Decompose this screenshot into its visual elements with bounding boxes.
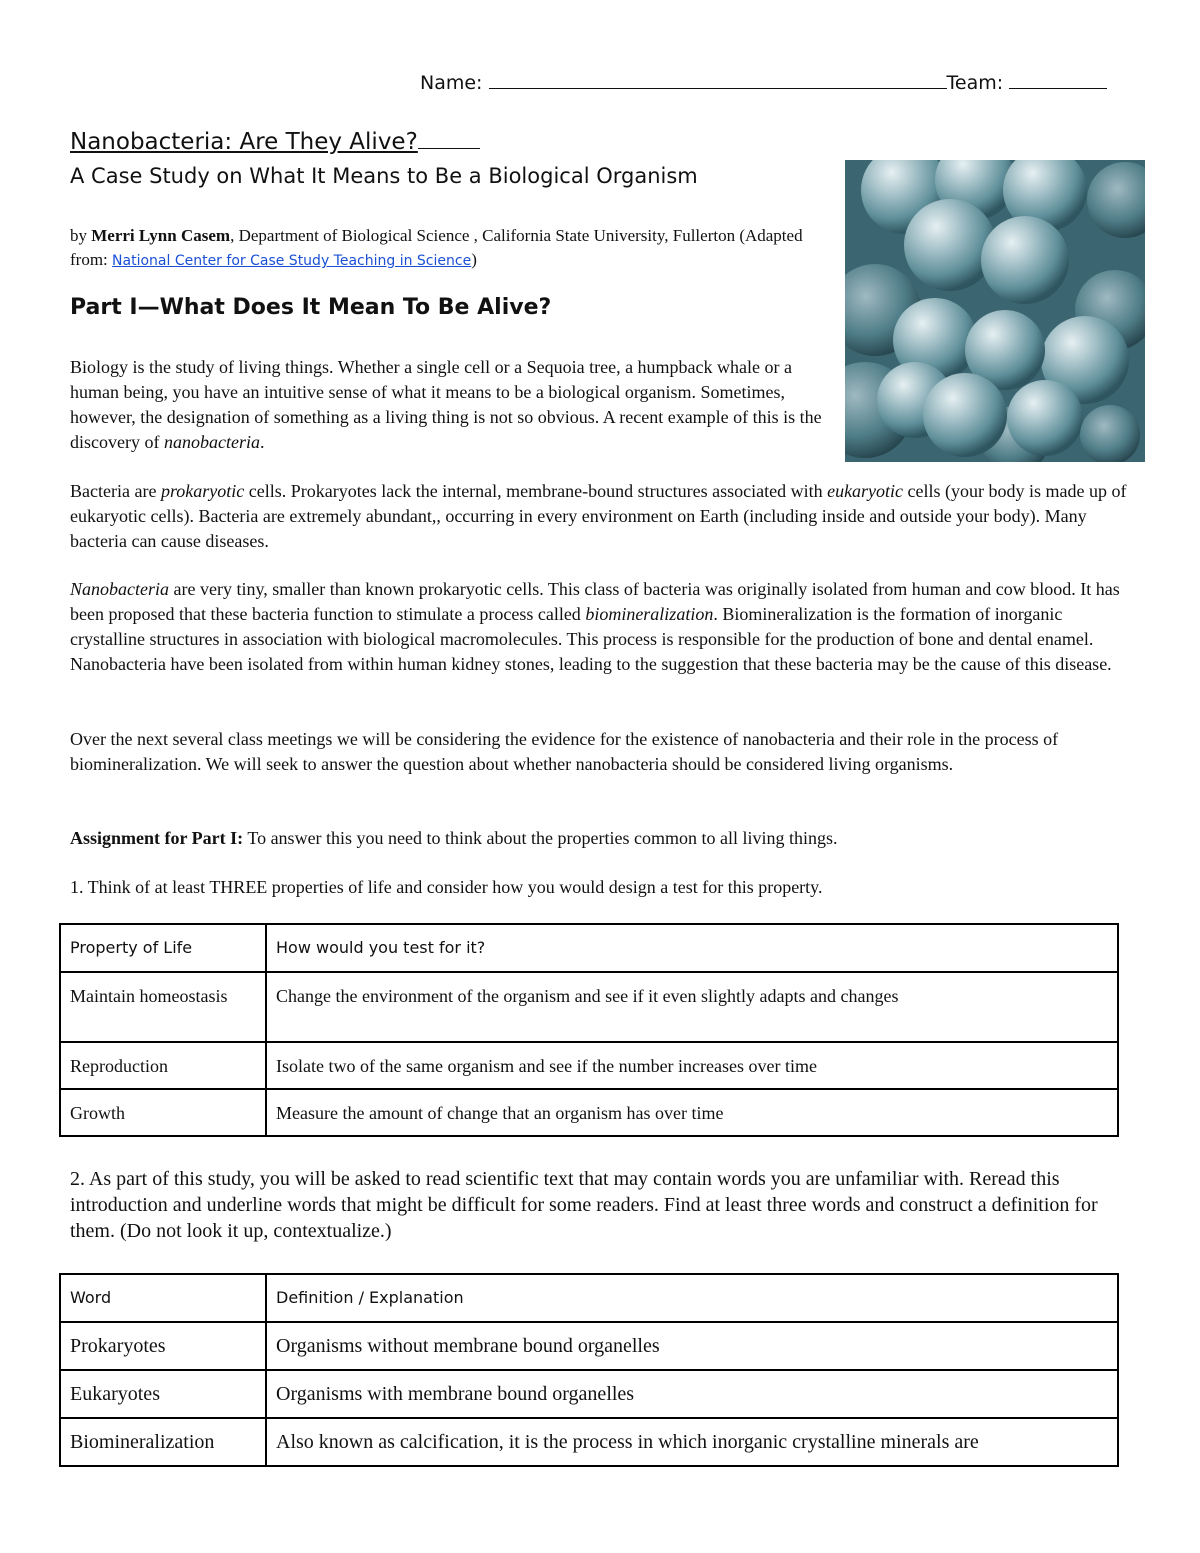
vocabulary-table xyxy=(59,1273,1119,1467)
source-link[interactable]: National Center for Case Study Teaching in Science xyxy=(112,253,472,269)
table-cell[interactable]: Biomineralization xyxy=(60,1418,266,1466)
table-cell[interactable]: Organisms with membrane bound organelles xyxy=(266,1370,1118,1418)
question-1: 1. Think of at least THREE properties of life and consider how you would design a test for this property. xyxy=(70,877,823,897)
byline xyxy=(70,224,830,273)
intro-paragraph xyxy=(70,355,822,455)
table-row xyxy=(60,1418,1118,1466)
nanobacteria-micrograph-image xyxy=(845,160,1145,462)
p1-italic: nanobacteria xyxy=(163,432,260,452)
assignment-label: Assignment for Part I: xyxy=(70,828,244,848)
p3-a: are very tiny, smaller than known prokaryotic cells. This class of bacteria was originally isolated from human and cow blood. It has been proposed that these bacteria function to stimulate a process called xyxy=(70,579,1120,624)
next-meetings-paragraph: Over the next several class meetings we will be considering the evidence for the existence of nanobacteria and their role in the process of biomineralization. We will seek to answer the question about whether nanobacteria should be considered living organisms. xyxy=(70,729,1059,774)
table-cell[interactable]: Maintain homeostasis xyxy=(60,972,266,1042)
p2-italic-prokaryotic: prokaryotic xyxy=(160,481,245,501)
p2-c: cells (your body is made up of eukaryotic cells). Bacteria are extremely abundant,, occurring in every environment on Earth (including inside and outside your body). Many bacteria can cause diseases. xyxy=(70,481,1127,551)
table-row xyxy=(60,1370,1118,1418)
p2-a: Bacteria are xyxy=(70,481,161,501)
table-row xyxy=(60,1322,1118,1370)
p3-italic-nanobacteria: Nanobacteria xyxy=(70,579,169,599)
p3-italic-biomineralization: biomineralization xyxy=(585,604,714,624)
table-header-cell xyxy=(266,1274,1118,1322)
adapted-prefix: (Adapted from: xyxy=(70,226,803,269)
table-header-cell xyxy=(266,924,1118,972)
p1-text: Biology is the study of living things. Whether a single cell or a Sequoia tree, a humpback whale or a human being, you have an intuitive sense of what it means to be a biological organism. Sometimes, however, the designation of something as a living thing is not so obvious. A recent example of this is the discovery of xyxy=(70,357,822,452)
assignment-text: To answer this you need to think about the properties common to all living things. xyxy=(243,828,838,848)
table-cell[interactable]: Eukaryotes xyxy=(60,1370,266,1418)
team-blank[interactable] xyxy=(1009,70,1107,89)
table-cell[interactable]: Also known as calcification, it is the process in which inorganic crystalline minerals are xyxy=(266,1418,1118,1466)
p3-b: . Biomineralization is the formation of inorganic crystalline structures in association with biological macromolecules. This process is responsible for the production of bone and dental enamel. Nanobacteria have been isolated from within human kidney stones, leading to the suggestion that these bacteria may be the cause of this disease. xyxy=(70,604,1112,674)
properties-table xyxy=(59,923,1119,1137)
table-header-row xyxy=(60,924,1118,972)
table-cell[interactable]: Measure the amount of change that an organism has over time xyxy=(266,1089,1118,1136)
name-team-line xyxy=(420,70,1132,94)
p2-b: cells. Prokaryotes lack the internal, membrane-bound structures associated with xyxy=(244,481,828,501)
table-row xyxy=(60,1042,1118,1089)
adapted-suffix: ) xyxy=(471,250,477,269)
assignment-paragraph xyxy=(70,826,1130,851)
author-affiliation: , Department of Biological Science , California State University, Fullerton xyxy=(230,226,736,245)
table-cell[interactable]: Change the environment of the organism and see if it even slightly adapts and changes xyxy=(266,972,1118,1042)
bacteria-paragraph xyxy=(70,479,1130,554)
author-name: Merri Lynn Casem xyxy=(91,226,231,245)
header-definition: Definition / Explanation xyxy=(276,1288,464,1307)
name-blank[interactable] xyxy=(489,70,947,89)
table-cell[interactable]: Reproduction xyxy=(60,1042,266,1089)
header-test: How would you test for it? xyxy=(276,938,486,957)
document-title xyxy=(70,128,480,155)
name-label: Name: xyxy=(420,72,483,94)
table-cell[interactable]: Growth xyxy=(60,1089,266,1136)
part-heading: Part I—What Does It Mean To Be Alive? xyxy=(70,295,552,320)
header-word: Word xyxy=(70,1288,112,1307)
nanobacteria-paragraph xyxy=(70,577,1130,677)
byline-by: by xyxy=(70,226,92,245)
table-header-row xyxy=(60,1274,1118,1322)
table-header-cell xyxy=(60,1274,266,1322)
team-label: Team: xyxy=(946,72,1004,94)
p2-italic-eukaryotic: eukaryotic xyxy=(827,481,904,501)
question-2: 2. As part of this study, you will be asked to read scientific text that may contain words you are unfamiliar with. Reread this introduction and underline words that might be difficult for some readers. Find at least three words and construct a definition for them. (Do not look it up, contextualize.) xyxy=(70,1168,1098,1242)
table-header-cell xyxy=(60,924,266,972)
table-row xyxy=(60,1089,1118,1136)
table-cell[interactable]: Isolate two of the same organism and see if the number increases over time xyxy=(266,1042,1118,1089)
document-subtitle: A Case Study on What It Means to Be a Biological Organism xyxy=(70,164,698,188)
table-cell[interactable]: Prokaryotes xyxy=(60,1322,266,1370)
table-cell[interactable]: Organisms without membrane bound organelles xyxy=(266,1322,1118,1370)
title-text: Nanobacteria: Are They Alive? xyxy=(70,129,418,155)
p1-end: . xyxy=(259,432,265,452)
table-row xyxy=(60,972,1118,1042)
header-property: Property of Life xyxy=(70,938,193,957)
title-underline-pad xyxy=(418,128,480,149)
